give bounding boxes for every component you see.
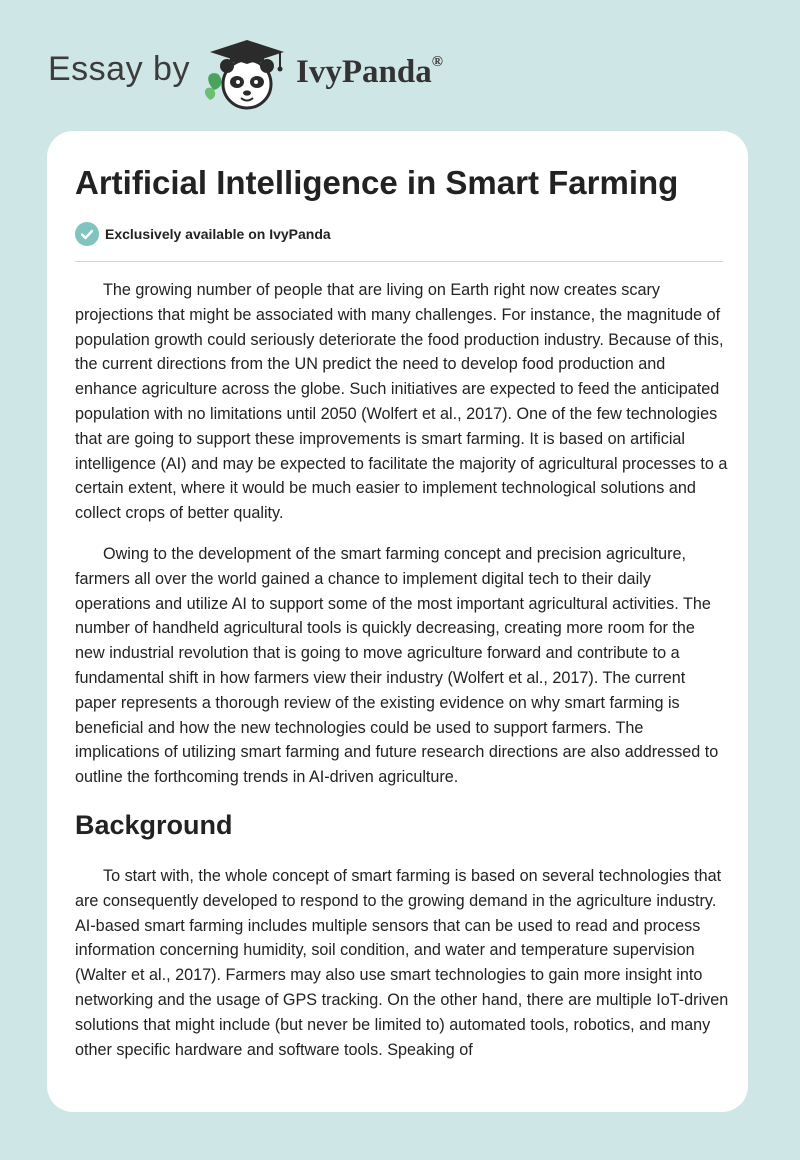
site-header bbox=[0, 0, 800, 120]
panda-logo-icon bbox=[200, 36, 292, 112]
essay-by-label: Essay by bbox=[48, 50, 190, 88]
page-title: Artificial Intelligence in Smart Farming bbox=[75, 164, 679, 201]
badge-text: Exclusively available on IvyPanda bbox=[105, 226, 331, 242]
essay-body bbox=[75, 278, 729, 1078]
checkmark-icon bbox=[75, 222, 99, 246]
paragraph: Owing to the development of the smart farming concept and precision agriculture, farmers all over the world gained a chance to implement digital tech to their daily operations and utilize AI to support some of the most important agricultural activities. The number of handheld agricultural tools is quickly decreasing, creating more room for the new industrial revolution that is going to move agriculture forward and contribute to a fundamental shift in how farmers view their industry (Wolfert et al., 2017). The current paper represents a thorough review of the existing evidence on why smart farming is beneficial and how the new technologies could be used to support farmers. The implications of utilizing smart farming and future research directions are also addressed to outline the forthcoming trends in AI-driven agriculture. bbox=[75, 544, 719, 787]
exclusive-badge bbox=[75, 221, 331, 247]
registered-mark: ® bbox=[431, 54, 443, 70]
essay-card bbox=[47, 131, 748, 1112]
section-heading: Background bbox=[75, 809, 233, 840]
divider bbox=[75, 261, 723, 262]
brand-name-text: IvyPanda bbox=[296, 54, 432, 90]
paragraph: To start with, the whole concept of smart farming is based on several technologies that are consequently developed to respond to the growing demand in the agriculture industry. AI-based smart farming includes multiple sensors that can be used to read and process information concerning humidity, soil condition, and water and temperature supervision (Walter et al., 2017). Farmers may also use smart technologies to gain more insight into networking and the usage of GPS tracking. On the other hand, there are multiple IoT-driven solutions that might include (but never be limited to) automated tools, robotics, and many other specific hardware and software tools. Speaking of bbox=[75, 866, 729, 1059]
paragraph: The growing number of people that are living on Earth right now creates scary projections that might be associated with many challenges. For instance, the magnitude of population growth could seriously deteriorate the food production industry. Because of this, the current directions from the UN predict the need to develop food production and enhance agriculture across the globe. Such initiatives are expected to feed the anticipated population with no limitations until 2050 (Wolfert et al., 2017). One of the few technologies that are going to support these improvements is smart farming. It is based on artificial intelligence (AI) and may be expected to facilitate the majority of agricultural processes to a certain extent, where it would be much easier to implement technological solutions and collect crops of better quality. bbox=[75, 281, 728, 523]
brand-name[interactable] bbox=[296, 54, 443, 91]
